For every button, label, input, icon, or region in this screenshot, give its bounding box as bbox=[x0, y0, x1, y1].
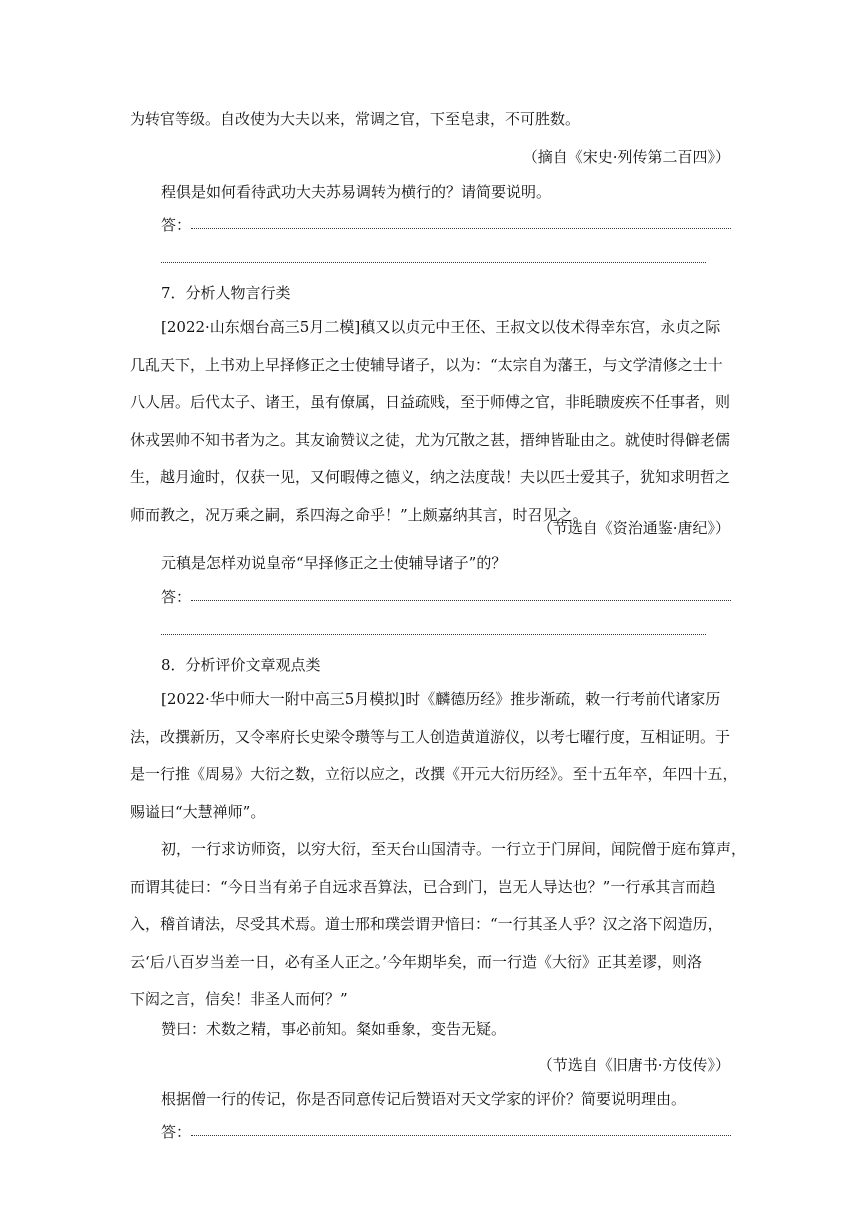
q8-answer-line-1[interactable] bbox=[191, 1135, 731, 1136]
q6-answer-line-2[interactable] bbox=[161, 262, 706, 263]
q6-question: 程俱是如何看待武功大夫苏易调转为横行的？请简要说明。 bbox=[161, 183, 552, 201]
q7-source: （节选自《资治通鉴·唐纪》） bbox=[537, 519, 730, 537]
q8-p2-line: 下闳之言，信矣！非圣人而何？” bbox=[130, 990, 348, 1008]
q7-passage bbox=[130, 309, 730, 534]
q8-answer-label: 答： bbox=[161, 1123, 192, 1141]
q8-p1-line: 赐谥曰“大慧禅师”。 bbox=[130, 802, 266, 821]
q7-line: 生，越月逾时，仅获一见，又何暇傅之德义，纳之法度哉！夫以匹士爱其子，犹知求明哲之 bbox=[130, 468, 731, 486]
q8-p2-line: 入，稽首请法，尽受其术焉。道士邢和璞尝谓尹愔曰：“一行其圣人乎？汉之洛下闳造历， bbox=[130, 915, 723, 933]
q8-p1-line: 法，改撰新历，又令率府长史梁令瓒等与工人创造黄道游仪，以考七曜行度，互相证明。于 bbox=[130, 727, 731, 746]
q8-heading: 8．分析评价文章观点类 bbox=[161, 656, 321, 674]
q6-answer-label: 答： bbox=[161, 216, 192, 234]
q8-p1-line: [2022·华中师大一附中高三5月模拟]时《麟德历经》推步渐疏，敕一行考前代诸家历 bbox=[161, 690, 721, 708]
q8-answer-area[interactable] bbox=[161, 1121, 731, 1145]
q8-p2-line: 而谓其徒曰：“今日当有弟子自远求吾算法，已合到门，岂无人导达也？”一行承其言而趋 bbox=[130, 877, 716, 896]
q6-source: （摘自《宋史·列传第二百四》） bbox=[522, 148, 730, 166]
q7-question: 元稹是怎样劝说皇帝“早择修正之士使辅导诸子”的？ bbox=[161, 554, 507, 572]
q7-line: 休戎罢帅不知书者为之。其友谕赞议之徒，尤为冗散之甚，搢绅皆耻由之。就使时得僻老儒 bbox=[130, 430, 731, 449]
q8-source: （节选自《旧唐书·方伎传》） bbox=[537, 1056, 730, 1074]
q7-answer-line-2[interactable] bbox=[161, 634, 706, 635]
q8-passage-1 bbox=[130, 681, 738, 831]
q7-line: 几乱天下，上书劝上早择修正之士使辅导诸子，以为：“太宗自为藩王，与文学清修之士十 bbox=[130, 355, 723, 374]
q8-question: 根据僧一行的传记，你是否同意传记后赞语对天文学家的评价？简要说明理由。 bbox=[161, 1090, 687, 1108]
q6-answer-area[interactable] bbox=[161, 214, 731, 238]
q7-line: [2022·山东烟台高三5月二模]稹又以贞元中王伾、王叔文以伎术得幸东宫，永贞之际 bbox=[161, 318, 721, 336]
q8-p2-line: 初，一行求访师资，以穷大衍，至天台山国清寺。一行立于门屏间，闻院僧于庭布算声， bbox=[161, 840, 747, 858]
q8-zan: 赞曰：术数之精，事必前知。粲如垂象，变告无疑。 bbox=[161, 1020, 507, 1038]
q7-line: 师而教之，况万乘之嗣，系四海之命乎！”上颇嘉纳其言，时召见之。 bbox=[130, 505, 588, 524]
q7-answer-label: 答： bbox=[161, 588, 192, 606]
q7-answer-line-1[interactable] bbox=[191, 600, 731, 601]
q7-heading: 7．分析人物言行类 bbox=[161, 284, 291, 302]
q6-passage-tail: 为转官等级。自改使为大夫以来，常调之官，下至皂隶，不可胜数。 bbox=[130, 110, 581, 128]
q7-answer-area[interactable] bbox=[161, 586, 731, 610]
q7-line: 八人居。后代太子、诸王，虽有僚属，日益疏贱，至于师傅之官，非眊聩废疾不任事者，则 bbox=[130, 393, 731, 411]
q8-p2-line: 云‘后八百岁当差一日，必有圣人正之。’今年期毕矣，而一行造《大衍》正其差谬，则洛 bbox=[130, 952, 703, 971]
q8-passage-2 bbox=[130, 831, 747, 1019]
q6-answer-line-1[interactable] bbox=[191, 228, 731, 229]
q8-p1-line: 是一行推《周易》大衍之数，立衍以应之，改撰《开元大衍历经》。至十五年卒，年四十五， bbox=[130, 765, 738, 783]
